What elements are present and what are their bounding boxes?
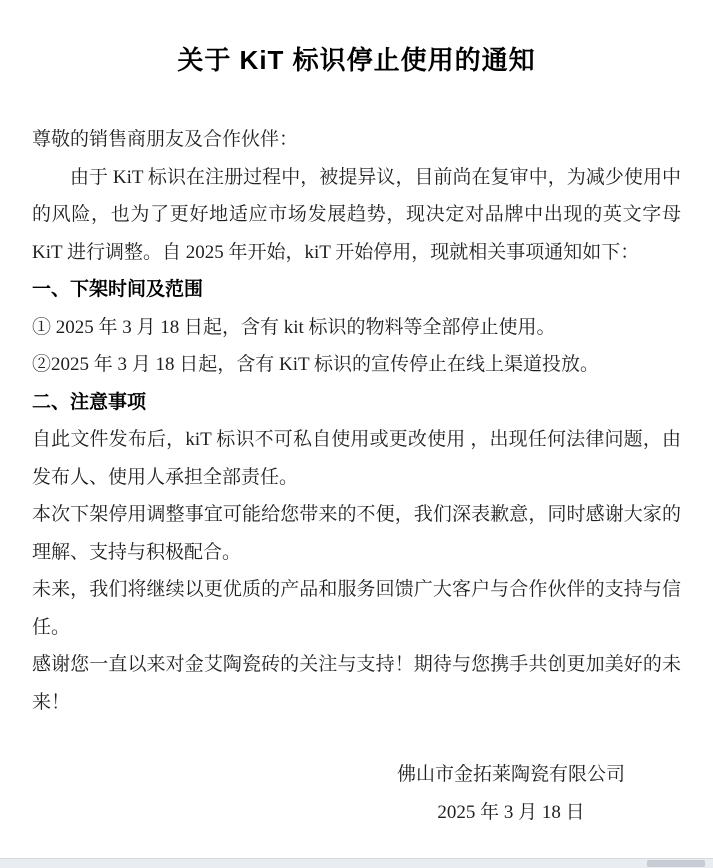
section2-paragraph-3: 未来，我们将继续以更优质的产品和服务回馈广大客户与合作伙伴的支持与信任。 (32, 579, 681, 638)
section2-paragraph-4: 感谢您一直以来对金艾陶瓷砖的关注与支持！期待与您携手共创更加美好的未来！ (32, 654, 681, 713)
section1-item-2: ②2025 年 3 月 18 日起，含有 KiT 标识的宣传停止在线上渠道投放。 (32, 354, 600, 375)
signature-block (397, 756, 625, 831)
section1-item-1: ① 2025 年 3 月 18 日起，含有 kit 标识的物料等全部停止使用。 (32, 316, 556, 338)
signature-date: 2025 年 3 月 18 日 (437, 801, 585, 823)
company-name: 佛山市金拓莱陶瓷有限公司 (396, 764, 625, 785)
section1-heading: 一、下架时间及范围 (32, 279, 204, 300)
document-title: 关于 KiT 标识停止使用的通知 (177, 45, 536, 75)
section2-paragraph-2: 本次下架停用调整事宜可能给您带来的不便，我们深表歉意，同时感谢大家的理解、支持与积极配合。 (32, 504, 681, 563)
greeting-line: 尊敬的销售商朋友及合作伙伴： (32, 129, 299, 150)
horizontal-scrollbar-thumb[interactable] (647, 860, 705, 867)
horizontal-scrollbar[interactable] (0, 858, 713, 868)
intro-paragraph: 由于 KiT 标识在注册过程中，被提异议，目前尚在复审中，为减少使用中的风险，也为了更好地适应市场发展趋势，现决定对品牌中出现的英文字母 KiT 进行调整。自 2025 年开始，kiT 开始停用，现就相关事项通知如下： (32, 166, 681, 263)
section2-paragraph-1: 自此文件发布后，kiT 标识不可私自使用或更改使用 ，出现任何法律问题，由发布人、使用人承担全部责任。 (32, 429, 681, 488)
section2-heading: 二、注意事项 (32, 391, 147, 413)
